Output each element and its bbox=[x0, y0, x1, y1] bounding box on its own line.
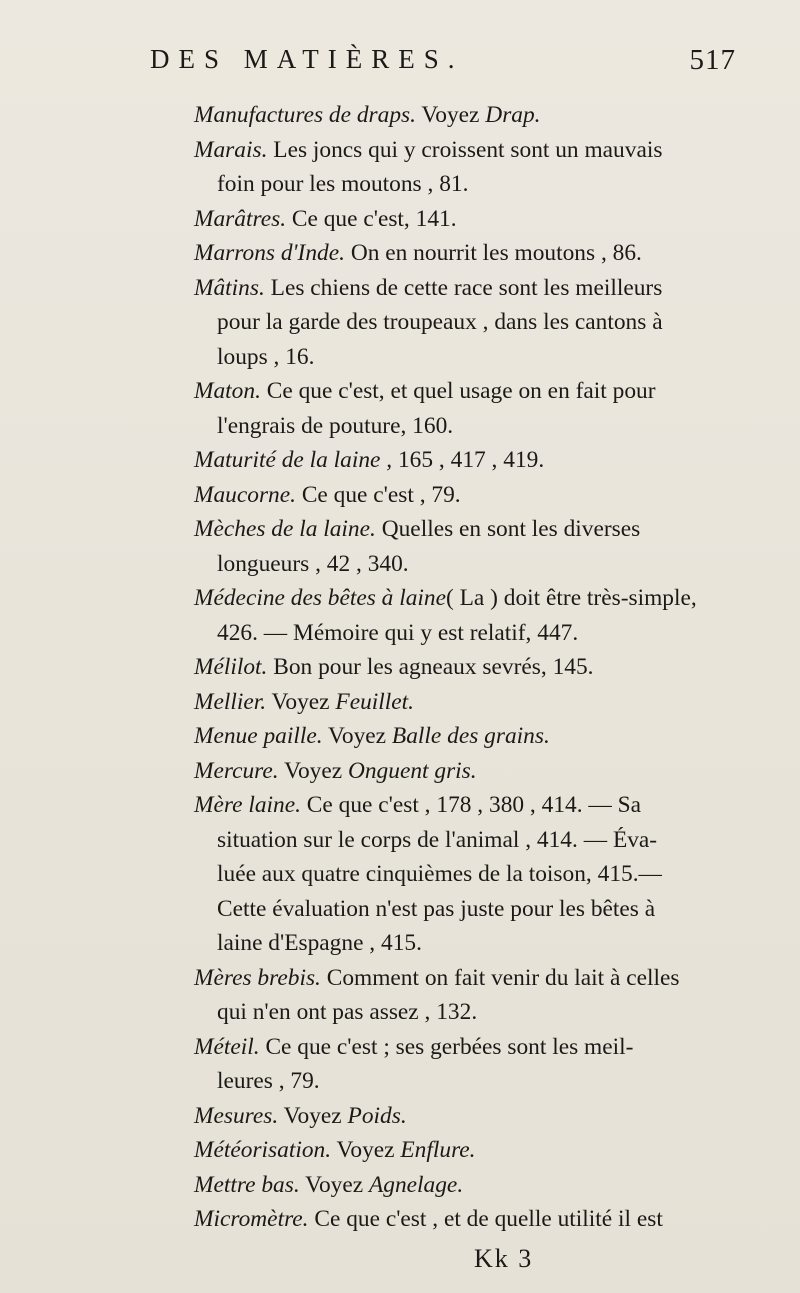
index-entry bbox=[0, 236, 778, 271]
entry-line bbox=[0, 443, 778, 478]
entry-continuation: qui n'en ont pas assez , 132. bbox=[217, 999, 478, 1025]
entry-headword: Mâtins. bbox=[194, 274, 265, 301]
entry-text: 165 , 417 , 419. bbox=[392, 447, 545, 473]
entry-line bbox=[0, 961, 778, 996]
entry-text: Ce que c'est ; ses gerbées sont les meil- bbox=[259, 1033, 634, 1060]
entry-line bbox=[0, 98, 778, 133]
entry-text: Les chiens de cette race sont les meilleurs bbox=[264, 274, 663, 301]
index-entry bbox=[0, 581, 778, 650]
entry-continuation: 426. — Mémoire qui y est relatif, 447. bbox=[217, 619, 579, 646]
index-entry bbox=[0, 202, 778, 237]
entry-line bbox=[0, 581, 778, 616]
entry-text: Comment on fait venir du lait à celles bbox=[320, 964, 680, 991]
entry-line bbox=[0, 512, 778, 547]
index-entry bbox=[0, 1099, 778, 1134]
entry-headword: Marais. bbox=[194, 136, 268, 163]
entry-reference: Enflure. bbox=[400, 1137, 476, 1163]
entry-continuation: foin pour les moutons , 81. bbox=[217, 171, 469, 197]
entry-text: Ce que c'est, et quel usage on en fait pour bbox=[260, 378, 656, 404]
entry-text: Voyez bbox=[299, 1171, 369, 1198]
entry-line bbox=[0, 202, 778, 237]
entry-headword: Marâtres. bbox=[194, 205, 287, 232]
entry-text: ( La ) doit être très-simple, bbox=[446, 585, 697, 611]
entry-text: Voyez bbox=[278, 757, 348, 784]
entry-line bbox=[0, 754, 778, 789]
entry-reference: Agnelage. bbox=[368, 1171, 464, 1198]
running-title: DES MATIÈRES. bbox=[150, 44, 464, 74]
entry-line bbox=[0, 374, 778, 409]
entry-line bbox=[0, 1099, 778, 1134]
entry-reference: Onguent gris. bbox=[347, 757, 477, 784]
entry-text: Ce que c'est , et de quelle utilité il est bbox=[308, 1206, 663, 1232]
index-entry bbox=[0, 1030, 778, 1099]
entry-text: Quelles en sont les diverses bbox=[375, 516, 641, 542]
running-head bbox=[150, 44, 750, 84]
entry-headword: Mèches de la laine. bbox=[194, 516, 376, 542]
entry-headword: Météorisation. bbox=[194, 1137, 332, 1163]
entry-continuation: leures , 79. bbox=[217, 1068, 320, 1094]
entry-headword: Mettre bas. bbox=[194, 1171, 300, 1198]
entry-text: Voyez bbox=[322, 723, 392, 749]
entry-headword: Mère laine. bbox=[194, 792, 301, 818]
entry-text: Les joncs qui y croissent sont un mauvais bbox=[267, 136, 663, 163]
signature-mark: Kk 3 bbox=[474, 1244, 534, 1273]
index-entry bbox=[0, 719, 778, 754]
entry-text: Voyez bbox=[331, 1137, 401, 1163]
entry-continuation: situation sur le corps de l'animal , 414. — Éva- bbox=[217, 826, 658, 853]
entry-text: Ce que c'est , 178 , 380 , 414. — Sa bbox=[300, 792, 642, 818]
index-entry bbox=[0, 685, 778, 720]
entry-headword: Micromètre. bbox=[194, 1206, 309, 1232]
entry-continuation: longueurs , 42 , 340. bbox=[217, 550, 409, 577]
entry-continuation: luée aux quatre cinquièmes de la toison, 415.— bbox=[217, 861, 662, 887]
entry-headword: Mesures. bbox=[194, 1102, 279, 1129]
entry-line bbox=[0, 719, 778, 754]
entry-text: Voyez bbox=[278, 1102, 348, 1129]
entry-headword: Maucorne. bbox=[194, 481, 296, 508]
entry-headword: Méteil. bbox=[194, 1033, 260, 1060]
entry-text: Voyez bbox=[266, 688, 336, 715]
entry-line bbox=[0, 1133, 778, 1168]
index-entry bbox=[0, 374, 778, 443]
entry-reference: Feuillet. bbox=[335, 688, 415, 715]
entry-line bbox=[0, 650, 778, 685]
index-entry bbox=[0, 1168, 778, 1203]
entry-reference: Poids. bbox=[347, 1102, 407, 1129]
entry-headword: Mélilot. bbox=[194, 654, 268, 680]
entry-headword: Maton. bbox=[194, 378, 261, 404]
entry-line bbox=[0, 1168, 778, 1203]
entry-headword: Mellier. bbox=[194, 688, 267, 715]
page-number: 517 bbox=[689, 44, 736, 76]
index-entry bbox=[0, 98, 778, 133]
index-entry bbox=[0, 271, 778, 375]
entry-headword: Menue paille. bbox=[194, 723, 323, 749]
entry-continuation: Cette évaluation n'est pas juste pour les bêtes à bbox=[217, 895, 656, 922]
entry-text: Ce que c'est , 79. bbox=[295, 481, 461, 508]
entry-headword: Maturité de la laine , bbox=[194, 447, 393, 473]
entry-headword: Médecine des bêtes à laine bbox=[194, 585, 446, 611]
entry-reference: Drap. bbox=[485, 102, 541, 128]
entry-continuation: pour la garde des troupeaux , dans les cantons à bbox=[217, 309, 663, 335]
entry-continuation: laine d'Espagne , 415. bbox=[217, 930, 422, 956]
entry-continuation: l'engrais de pouture, 160. bbox=[217, 412, 454, 439]
entry-line bbox=[0, 788, 778, 823]
index-entry bbox=[0, 443, 778, 478]
entry-line bbox=[0, 236, 778, 271]
entry-text: Ce que c'est, 141. bbox=[286, 205, 457, 232]
entry-line bbox=[0, 478, 778, 513]
entry-line bbox=[0, 685, 778, 720]
entry-headword: Mercure. bbox=[194, 757, 279, 784]
index-entry bbox=[0, 1133, 778, 1168]
index-entry bbox=[0, 754, 778, 789]
entry-line bbox=[0, 1202, 778, 1237]
entry-text: On en nourrit les moutons , 86. bbox=[344, 240, 642, 266]
entry-text: Voyez bbox=[415, 102, 486, 128]
index-entry bbox=[0, 961, 778, 1030]
index-entry bbox=[0, 478, 778, 513]
index-entry bbox=[0, 650, 778, 685]
index-entry bbox=[0, 512, 778, 581]
entry-headword: Manufactures de draps. bbox=[194, 102, 416, 128]
index-entries bbox=[0, 98, 800, 1237]
index-entry bbox=[0, 1202, 778, 1237]
entry-line bbox=[0, 271, 778, 306]
entry-text: Bon pour les agneaux sevrés, 145. bbox=[267, 654, 594, 680]
entry-line bbox=[0, 1030, 778, 1065]
index-entry bbox=[0, 133, 778, 202]
entry-headword: Mères brebis. bbox=[194, 964, 321, 991]
entry-reference: Balle des grains. bbox=[391, 723, 550, 749]
entry-headword: Marrons d'Inde. bbox=[194, 240, 345, 266]
index-entry bbox=[0, 788, 778, 961]
entry-line bbox=[0, 133, 778, 168]
entry-continuation: loups , 16. bbox=[217, 343, 315, 370]
